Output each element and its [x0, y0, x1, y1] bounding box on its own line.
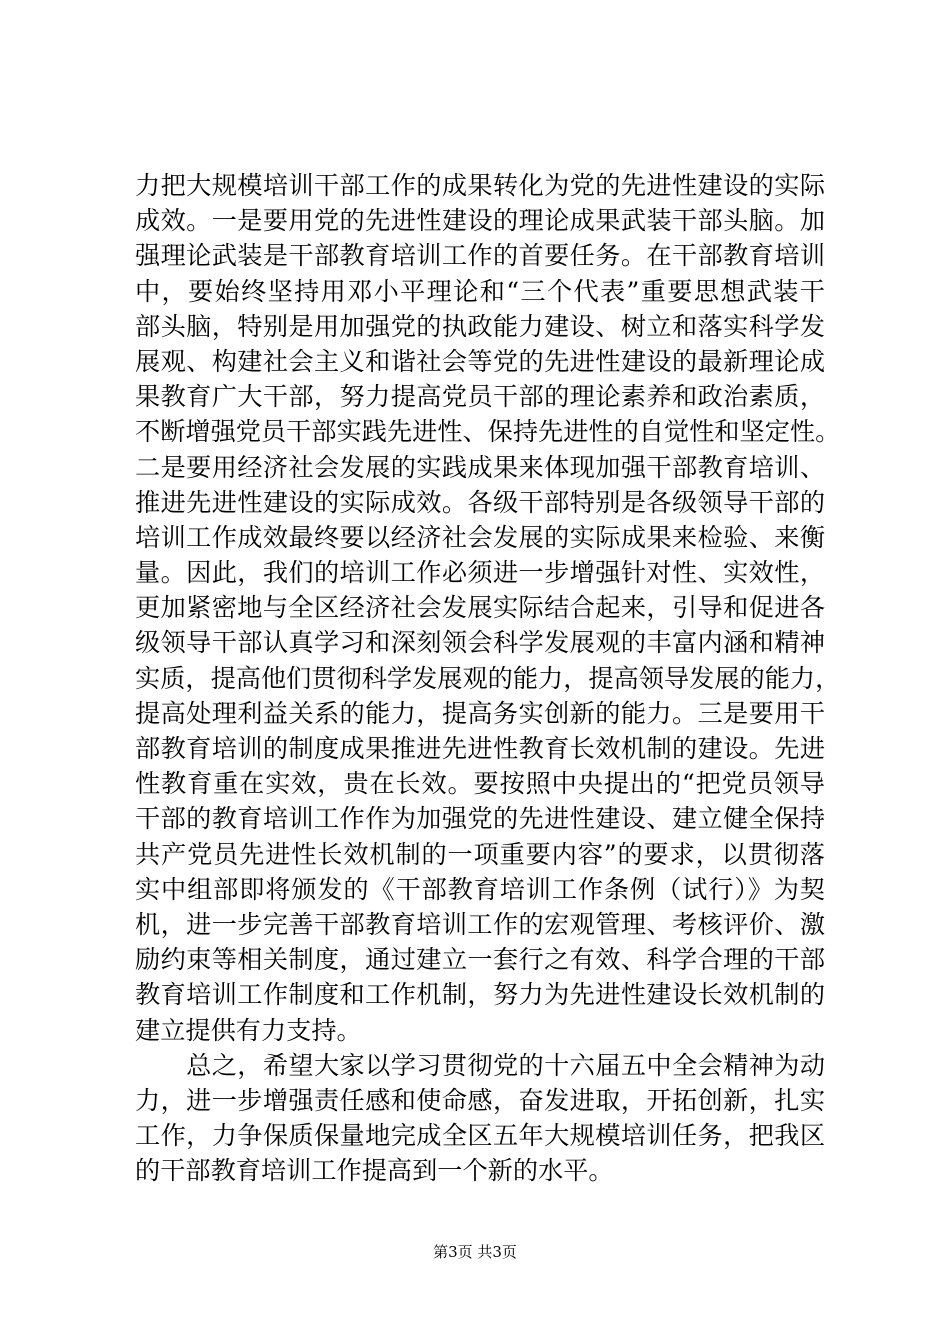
text-line: 中，要始终坚持用邓小平理论和“三个代表”重要思想武装干	[135, 276, 825, 306]
text-line: 展观、构建社会主义和谐社会等党的先进性建设的最新理论成	[135, 346, 825, 376]
text-line: 二是要用经济社会发展的实践成果来体现加强干部教育培训、	[135, 452, 825, 482]
text-line: 的干部教育培训工作提高到一个新的水平。	[135, 1156, 614, 1186]
text-line: 成效。一是要用党的先进性建设的理论成果武装干部头脑。加	[135, 206, 825, 236]
text-line: 提高处理利益关系的能力，提高务实创新的能力。三是要用干	[135, 698, 825, 728]
text-line: 性教育重在实效，贵在长效。要按照中央提出的“把党员领导	[135, 769, 825, 799]
text-line: 不断增强党员干部实践先进性、保持先进性的自觉性和坚定性。	[135, 417, 841, 447]
text-line: 机，进一步完善干部教育培训工作的宏观管理、考核评价、激	[135, 909, 825, 939]
document-body	[135, 168, 841, 1188]
text-line: 实中组部即将颁发的《干部教育培训工作条例（试行）》为契	[135, 874, 825, 904]
text-line: 更加紧密地与全区经济社会发展实际结合起来，引导和促进各	[135, 593, 825, 623]
text-line: 果教育广大干部，努力提高党员干部的理论素养和政治素质，	[135, 382, 825, 412]
text-line: 量。因此，我们的培训工作必须进一步增强针对性、实效性，	[135, 558, 825, 588]
page-number: 第3页 共3页	[433, 1243, 517, 1261]
text-line: 部头脑，特别是用加强党的执政能力建设、树立和落实科学发	[135, 311, 825, 341]
text-line: 共产党员先进性长效机制的一项重要内容”的要求，以贯彻落	[135, 839, 825, 869]
text-line: 部教育培训的制度成果推进先进性教育长效机制的建设。先进	[135, 734, 825, 763]
text-line: 强理论武装是干部教育培训工作的首要任务。在干部教育培训	[135, 241, 825, 271]
text-line: 培训工作成效最终要以经济社会发展的实际成果来检验、来衡	[135, 522, 825, 552]
text-line: 励约束等相关制度，通过建立一套行之有效、科学合理的干部	[135, 945, 825, 975]
text-line: 工作，力争保质保量地完成全区五年大规模培训任务，把我区	[135, 1121, 825, 1151]
text-line: 教育培训工作制度和工作机制，努力为先进性建设长效机制的	[135, 980, 825, 1010]
text-line: 总之，希望大家以学习贯彻党的十六届五中全会精神为动	[135, 1050, 825, 1080]
text-line: 力，进一步增强责任感和使命感，奋发进取，开拓创新，扎实	[135, 1085, 825, 1115]
text-line: 实质，提高他们贯彻科学发展观的能力，提高领导发展的能力，	[135, 663, 841, 693]
text-line: 推进先进性建设的实际成效。各级干部特别是各级领导干部的	[135, 487, 825, 517]
text-line: 建立提供有力支持。	[135, 1015, 362, 1045]
text-line: 级领导干部认真学习和深刻领会科学发展观的丰富内涵和精神	[135, 628, 825, 658]
text-line: 干部的教育培训工作作为加强党的先进性建设、建立健全保持	[135, 804, 825, 834]
text-line: 力把大规模培训干部工作的成果转化为党的先进性建设的实际	[135, 171, 825, 200]
